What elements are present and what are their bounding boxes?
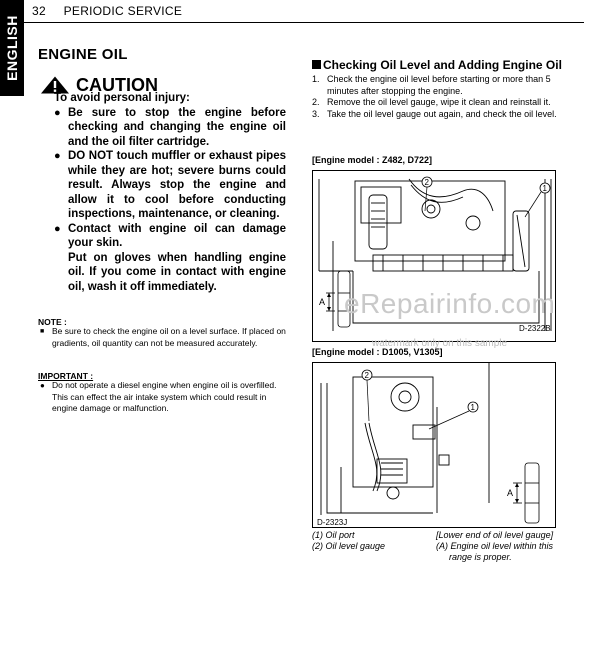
section-title: ENGINE OIL [38, 46, 128, 63]
checking-title [312, 58, 562, 72]
watermark-main: eRepairinfo.com [344, 288, 556, 319]
step-number: 1. [312, 74, 320, 84]
caution-lead: To avoid personal injury: [54, 92, 190, 104]
caution-word: CAUTION [76, 75, 158, 95]
header-section: PERIODIC SERVICE [63, 4, 183, 18]
figure1-dim-a: A [319, 297, 326, 307]
figure2-dim-a: A [507, 488, 514, 498]
figure2-engine-illustration [312, 362, 556, 528]
figure2-callout-2: 2 [364, 371, 369, 380]
legend-item: (2) Oil level gauge [312, 541, 386, 551]
caution-item: ● DO NOT touch muffler or exhaust pipes while they are hot; severe burns could result. Always stop the engine and allow it to cool before conducting inspections, maintenance, or cleaning. [54, 149, 286, 222]
step-item [312, 74, 562, 97]
engine-diagram-2 [313, 363, 556, 528]
legend-right [436, 530, 566, 563]
step-text: Remove the oil level gauge, wipe it clean and reinstall it. [327, 97, 551, 107]
figure2-callout-1: 1 [470, 403, 475, 412]
legend-left [312, 530, 385, 552]
square-bullet-icon [312, 60, 321, 69]
step-item [312, 97, 562, 109]
note-text: ■ Be sure to check the engine oil on a level surface. If placed on gradients, oil quantity can not be measured accurately. [38, 326, 286, 349]
step-item [312, 109, 562, 121]
caution-item-extra: Put on gloves when handling engine oil. If you come in contact with engine oil, wash it off immediately. [68, 251, 286, 293]
caution-item: ● Contact with engine oil can damage your skin. [54, 222, 286, 251]
language-label: ENGLISH [4, 15, 20, 81]
caution-item: ● Be sure to stop the engine before checking and changing the engine oil and the oil filter cartridge. [54, 106, 286, 150]
important-text: ● Do not operate a diesel engine when engine oil is overfilled. This can effect the air intake system which could result in engine damage or malfunction. [38, 380, 286, 415]
figure2-code: D-2323J [317, 518, 348, 527]
caution-list [54, 106, 286, 251]
figure1-callout-2: 2 [424, 178, 429, 187]
language-tab [0, 0, 24, 96]
page-header [32, 4, 182, 18]
step-text: Take the oil level gauge out again, and check the oil level. [327, 108, 557, 119]
legend-right-a2: range is proper. [449, 552, 512, 562]
header-rule [24, 22, 584, 23]
watermark-sub: watermark only on this sample [372, 338, 508, 349]
checking-title-text: Checking Oil Level and Adding Engine Oil [323, 58, 562, 72]
step-number: 2. [312, 97, 320, 107]
page-number: 32 [32, 4, 46, 18]
checking-steps [312, 74, 562, 120]
step-number: 3. [312, 108, 320, 119]
legend-right-a: (A) Engine oil level within this [436, 541, 554, 551]
figure1-model-label: [Engine model : Z482, D722] [312, 155, 433, 165]
legend-right-title: [Lower end of oil level gauge] [436, 530, 554, 540]
figure1-callout-1: 1 [542, 184, 547, 193]
step-text: Check the engine oil level before starting or more than 5 minutes after stopping the engine. [327, 74, 551, 96]
figure2-model-label: [Engine model : D1005, V1305] [312, 347, 443, 357]
figure1-code: D-2322B [519, 324, 551, 333]
important-label: IMPORTANT : [38, 371, 94, 381]
legend-item: (1) Oil port [312, 530, 355, 540]
note-label: NOTE : [38, 317, 67, 327]
caution-body [54, 91, 286, 294]
